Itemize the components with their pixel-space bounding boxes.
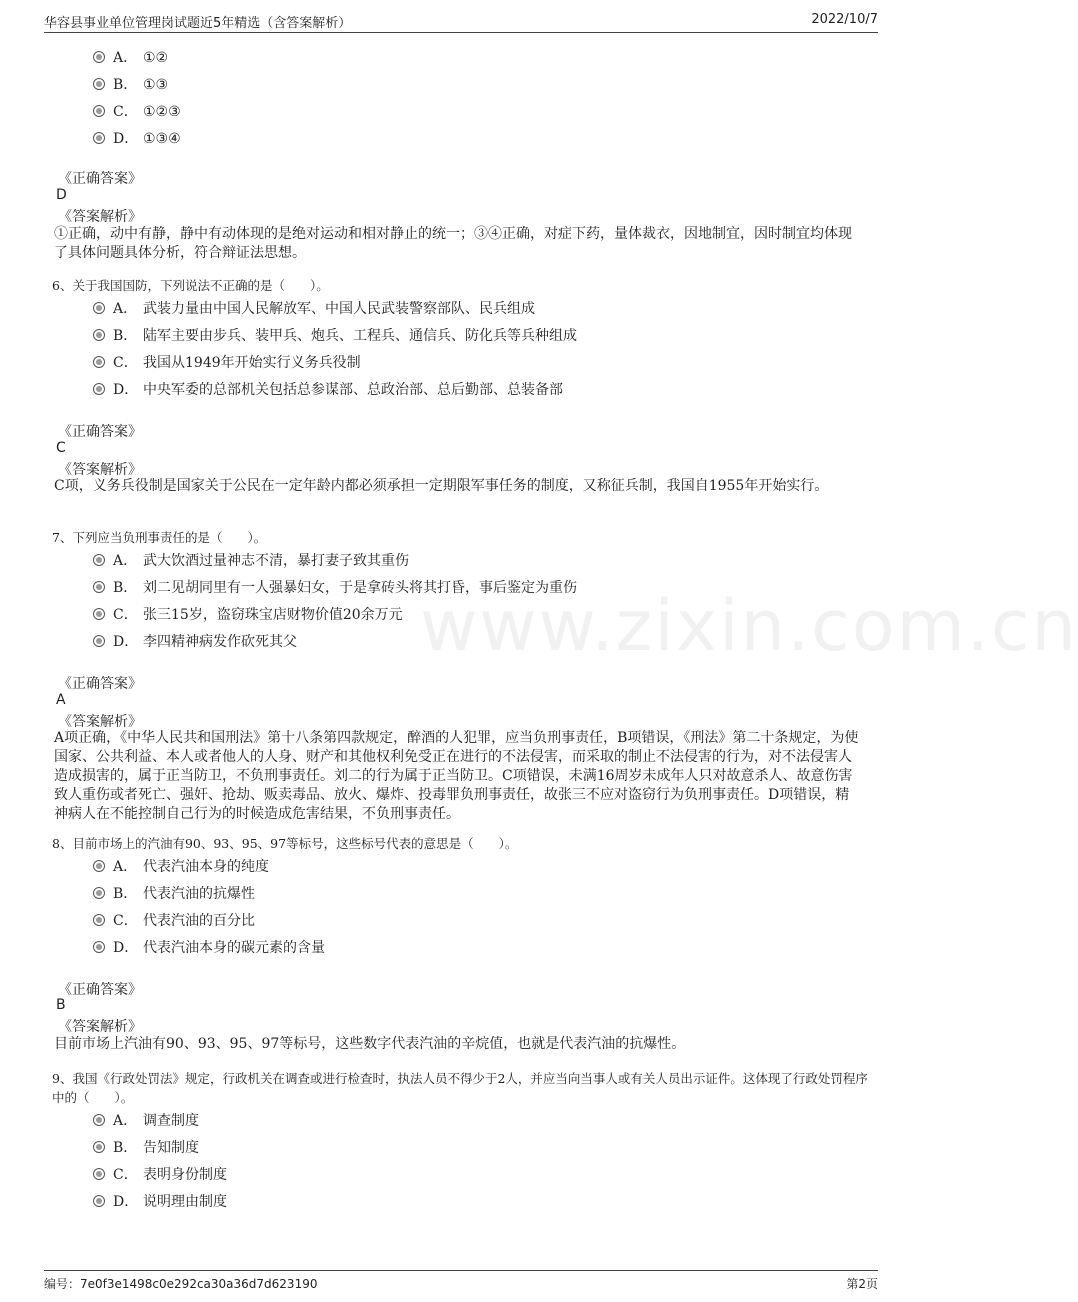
q8-option-c[interactable]: C． 代表汽油的百分比 — [93, 910, 255, 932]
answer-label: 《正确答案》 — [58, 982, 142, 998]
q7-option-c[interactable]: C． 张三15岁，盗窃珠宝店财物价值20余万元 — [93, 604, 403, 626]
analysis-text: C项，义务兵役制是国家关于公民在一定年龄内都必须承担一定期限军事任务的制度，又称征兵制，我国自1955年开始实行。 — [54, 478, 829, 494]
radio-icon[interactable] — [93, 105, 105, 117]
radio-icon[interactable] — [93, 941, 105, 953]
radio-icon[interactable] — [93, 1168, 105, 1180]
analysis-text: A项正确，《中华人民共和国刑法》第十八条第四款规定，醉酒的人犯罪，应当负刑事责任，B项错误，《刑法》第二十条规定，为使国家、公共利益、本人或者他人的人身、财产和其他权利免受正在进行的不法侵害，而采取的制止不法侵害的行为，对不法侵害人造成损害的，属于正当防卫，不负刑事责任。刘二的行为属于正当防卫。C项错误，未满16周岁未成年人只对故意杀人、故意伤害致人重伤或者死亡、强奸、抢劫、贩卖毒品、放火、爆炸、投毒罪负刑事责任，故张三不应对盗窃行为负刑事责任。D项错误，精神病人在不能控制自己行为的时候造成危害结果，不负刑事责任。 — [54, 730, 859, 822]
q6-option-c[interactable]: C． 我国从1949年开始实行义务兵役制 — [93, 352, 361, 374]
q9-option-b[interactable]: B． 告知制度 — [93, 1137, 199, 1159]
page-header — [44, 10, 878, 33]
answer-value: B — [56, 997, 66, 1013]
q9-option-a[interactable]: A． 调查制度 — [93, 1110, 199, 1132]
answer-value: D — [56, 187, 67, 203]
answer-label: 《正确答案》 — [58, 424, 142, 440]
q7-option-b[interactable]: B． 刘二见胡同里有一人强暴妇女，于是拿砖头将其打昏，事后鉴定为重伤 — [93, 577, 577, 599]
analysis-label: 《答案解析》 — [58, 714, 142, 730]
radio-icon[interactable] — [93, 608, 105, 620]
q5-option-a[interactable]: A． ①② — [93, 47, 168, 69]
watermark: www.zixin.com.cn — [420, 585, 1078, 667]
q7-option-d[interactable]: D． 李四精神病发作砍死其父 — [93, 631, 297, 653]
q6-option-b[interactable]: B． 陆军主要由步兵、装甲兵、炮兵、工程兵、通信兵、防化兵等兵种组成 — [93, 325, 577, 347]
question-stem: 9、我国《行政处罚法》规定，行政机关在调查或进行检查时，执法人员不得少于2人，并应当向当事人或有关人员出示证件。这体现了行政处罚程序中的（ ）。 — [52, 1071, 868, 1105]
question-stem: 7、下列应当负刑事责任的是（ ）。 — [52, 530, 267, 545]
radio-icon[interactable] — [93, 1114, 105, 1126]
answer-label: 《正确答案》 — [58, 676, 142, 692]
q8-option-d[interactable]: D． 代表汽油本身的碳元素的含量 — [93, 937, 325, 959]
q7-option-a[interactable]: A． 武大饮酒过量神志不清，暴打妻子致其重伤 — [93, 550, 409, 572]
page-footer — [44, 1270, 878, 1301]
q5-option-d[interactable]: D． ①③④ — [93, 128, 181, 150]
q5-option-c[interactable]: C． ①②③ — [93, 101, 181, 123]
radio-icon[interactable] — [93, 554, 105, 566]
radio-icon[interactable] — [93, 356, 105, 368]
radio-icon[interactable] — [93, 78, 105, 90]
question-stem: 8、目前市场上的汽油有90、93、95、97等标号，这些标号代表的意思是（ ）。 — [52, 836, 518, 851]
analysis-label: 《答案解析》 — [58, 209, 142, 225]
radio-icon[interactable] — [93, 887, 105, 899]
answer-label: 《正确答案》 — [58, 171, 142, 187]
answer-value: A — [56, 692, 66, 708]
analysis-label: 《答案解析》 — [58, 1019, 142, 1035]
question-stem: 6、关于我国国防，下列说法不正确的是（ ）。 — [52, 278, 329, 293]
radio-icon[interactable] — [93, 1195, 105, 1207]
radio-icon[interactable] — [93, 383, 105, 395]
radio-icon[interactable] — [93, 635, 105, 647]
answer-value: C — [56, 440, 66, 456]
radio-icon[interactable] — [93, 132, 105, 144]
radio-icon[interactable] — [93, 329, 105, 341]
q8-option-a[interactable]: A． 代表汽油本身的纯度 — [93, 856, 269, 878]
q9-option-d[interactable]: D． 说明理由制度 — [93, 1191, 227, 1213]
analysis-text: ①正确，动中有静，静中有动体现的是绝对运动和相对静止的统一；③④正确，对症下药，量体裁衣，因地制宜，因时制宜均体现了具体问题具体分析，符合辩证法思想。 — [54, 226, 852, 261]
page-number: 第2页 — [846, 1277, 878, 1291]
radio-icon[interactable] — [93, 302, 105, 314]
q8-option-b[interactable]: B． 代表汽油的抗爆性 — [93, 883, 255, 905]
radio-icon[interactable] — [93, 914, 105, 926]
q6-option-d[interactable]: D． 中央军委的总部机关包括总参谋部、总政治部、总后勤部、总装备部 — [93, 379, 563, 401]
radio-icon[interactable] — [93, 860, 105, 872]
document-title: 华容县事业单位管理岗试题近5年精选（含答案解析） — [44, 16, 352, 31]
radio-icon[interactable] — [93, 581, 105, 593]
document-code: 编号：7e0f3e1498c0e292ca30a36d7d623190 — [44, 1277, 318, 1291]
q9-option-c[interactable]: C． 表明身份制度 — [93, 1164, 227, 1186]
analysis-text: 目前市场上汽油有90、93、95、97等标号，这些数字代表汽油的辛烷值，也就是代表汽油的抗爆性。 — [54, 1036, 686, 1052]
document-date: 2022/10/7 — [811, 12, 878, 27]
analysis-label: 《答案解析》 — [58, 462, 142, 478]
q5-option-b[interactable]: B． ①③ — [93, 74, 168, 96]
radio-icon[interactable] — [93, 51, 105, 63]
q6-option-a[interactable]: A． 武装力量由中国人民解放军、中国人民武装警察部队、民兵组成 — [93, 298, 535, 320]
radio-icon[interactable] — [93, 1141, 105, 1153]
